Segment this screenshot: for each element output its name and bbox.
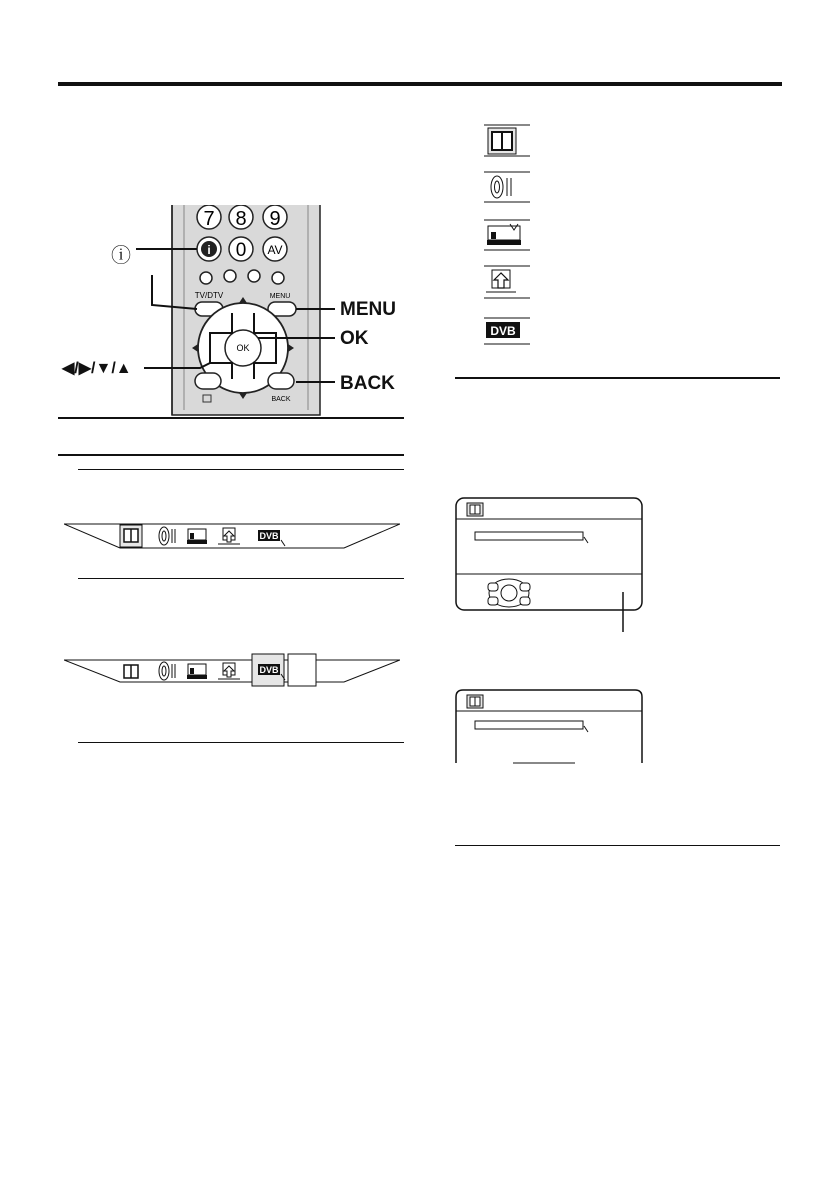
submenu-box [288,654,316,686]
right-section-rule-1 [455,377,780,379]
menu-item-bar [475,532,583,540]
picture-icon [467,503,483,516]
feature-icon [487,224,521,245]
navigation-pad-icon [488,579,530,607]
back-callout: BACK [340,373,395,394]
picture-icon [488,128,516,154]
back-key-label: BACK [271,396,291,403]
menu-callout: MENU [340,299,396,320]
menu-bar-1 [64,520,400,550]
header-rule [58,82,782,86]
menu-icon-list [480,120,540,350]
key-av-label: AV [267,243,283,257]
arrows-callout: ◀/▶/▼/▲ [62,360,132,377]
key-8-label: 8 [235,208,247,230]
dvb-icon [486,322,520,338]
sound-icon [491,176,511,198]
picture-icon [120,525,142,547]
color-key-red[interactable] [200,272,212,284]
dvb-icon-selected [252,654,285,686]
color-key-green[interactable] [224,270,236,282]
menu-screen-2 [455,689,645,769]
text-button[interactable] [195,373,221,389]
info-callout: ⓘ [111,245,131,267]
left-section-rule-1 [58,417,404,419]
right-section-rule-2 [455,845,780,846]
step-rule-2 [78,578,404,579]
menu-key-label: MENU [269,293,291,300]
key-0-label: 0 [235,240,247,261]
step-rule-3 [78,742,404,743]
picture-icon [467,695,483,708]
picture-icon [124,665,138,678]
ok-key-label: OK [236,343,250,353]
menu-bar-2 [64,652,400,690]
svg-text:DVB: DVB [259,531,279,541]
install-icon [486,270,516,292]
svg-text:i: i [207,243,211,257]
tvdtv-key-label: TV/DTV [194,291,224,300]
info-key[interactable] [197,237,221,261]
svg-text:DVB: DVB [490,324,516,338]
color-key-blue[interactable] [272,272,284,284]
left-section-rule-2 [58,454,404,456]
menu-screen-1 [455,497,645,642]
step-rule-1 [78,469,404,470]
svg-text:DVB: DVB [259,665,279,675]
back-button[interactable] [268,373,294,389]
menu-item-bar [475,721,583,729]
key-7-label: 7 [203,208,215,230]
color-key-yellow[interactable] [248,270,260,282]
key-9-label: 9 [269,208,281,230]
ok-callout: OK [340,328,369,349]
